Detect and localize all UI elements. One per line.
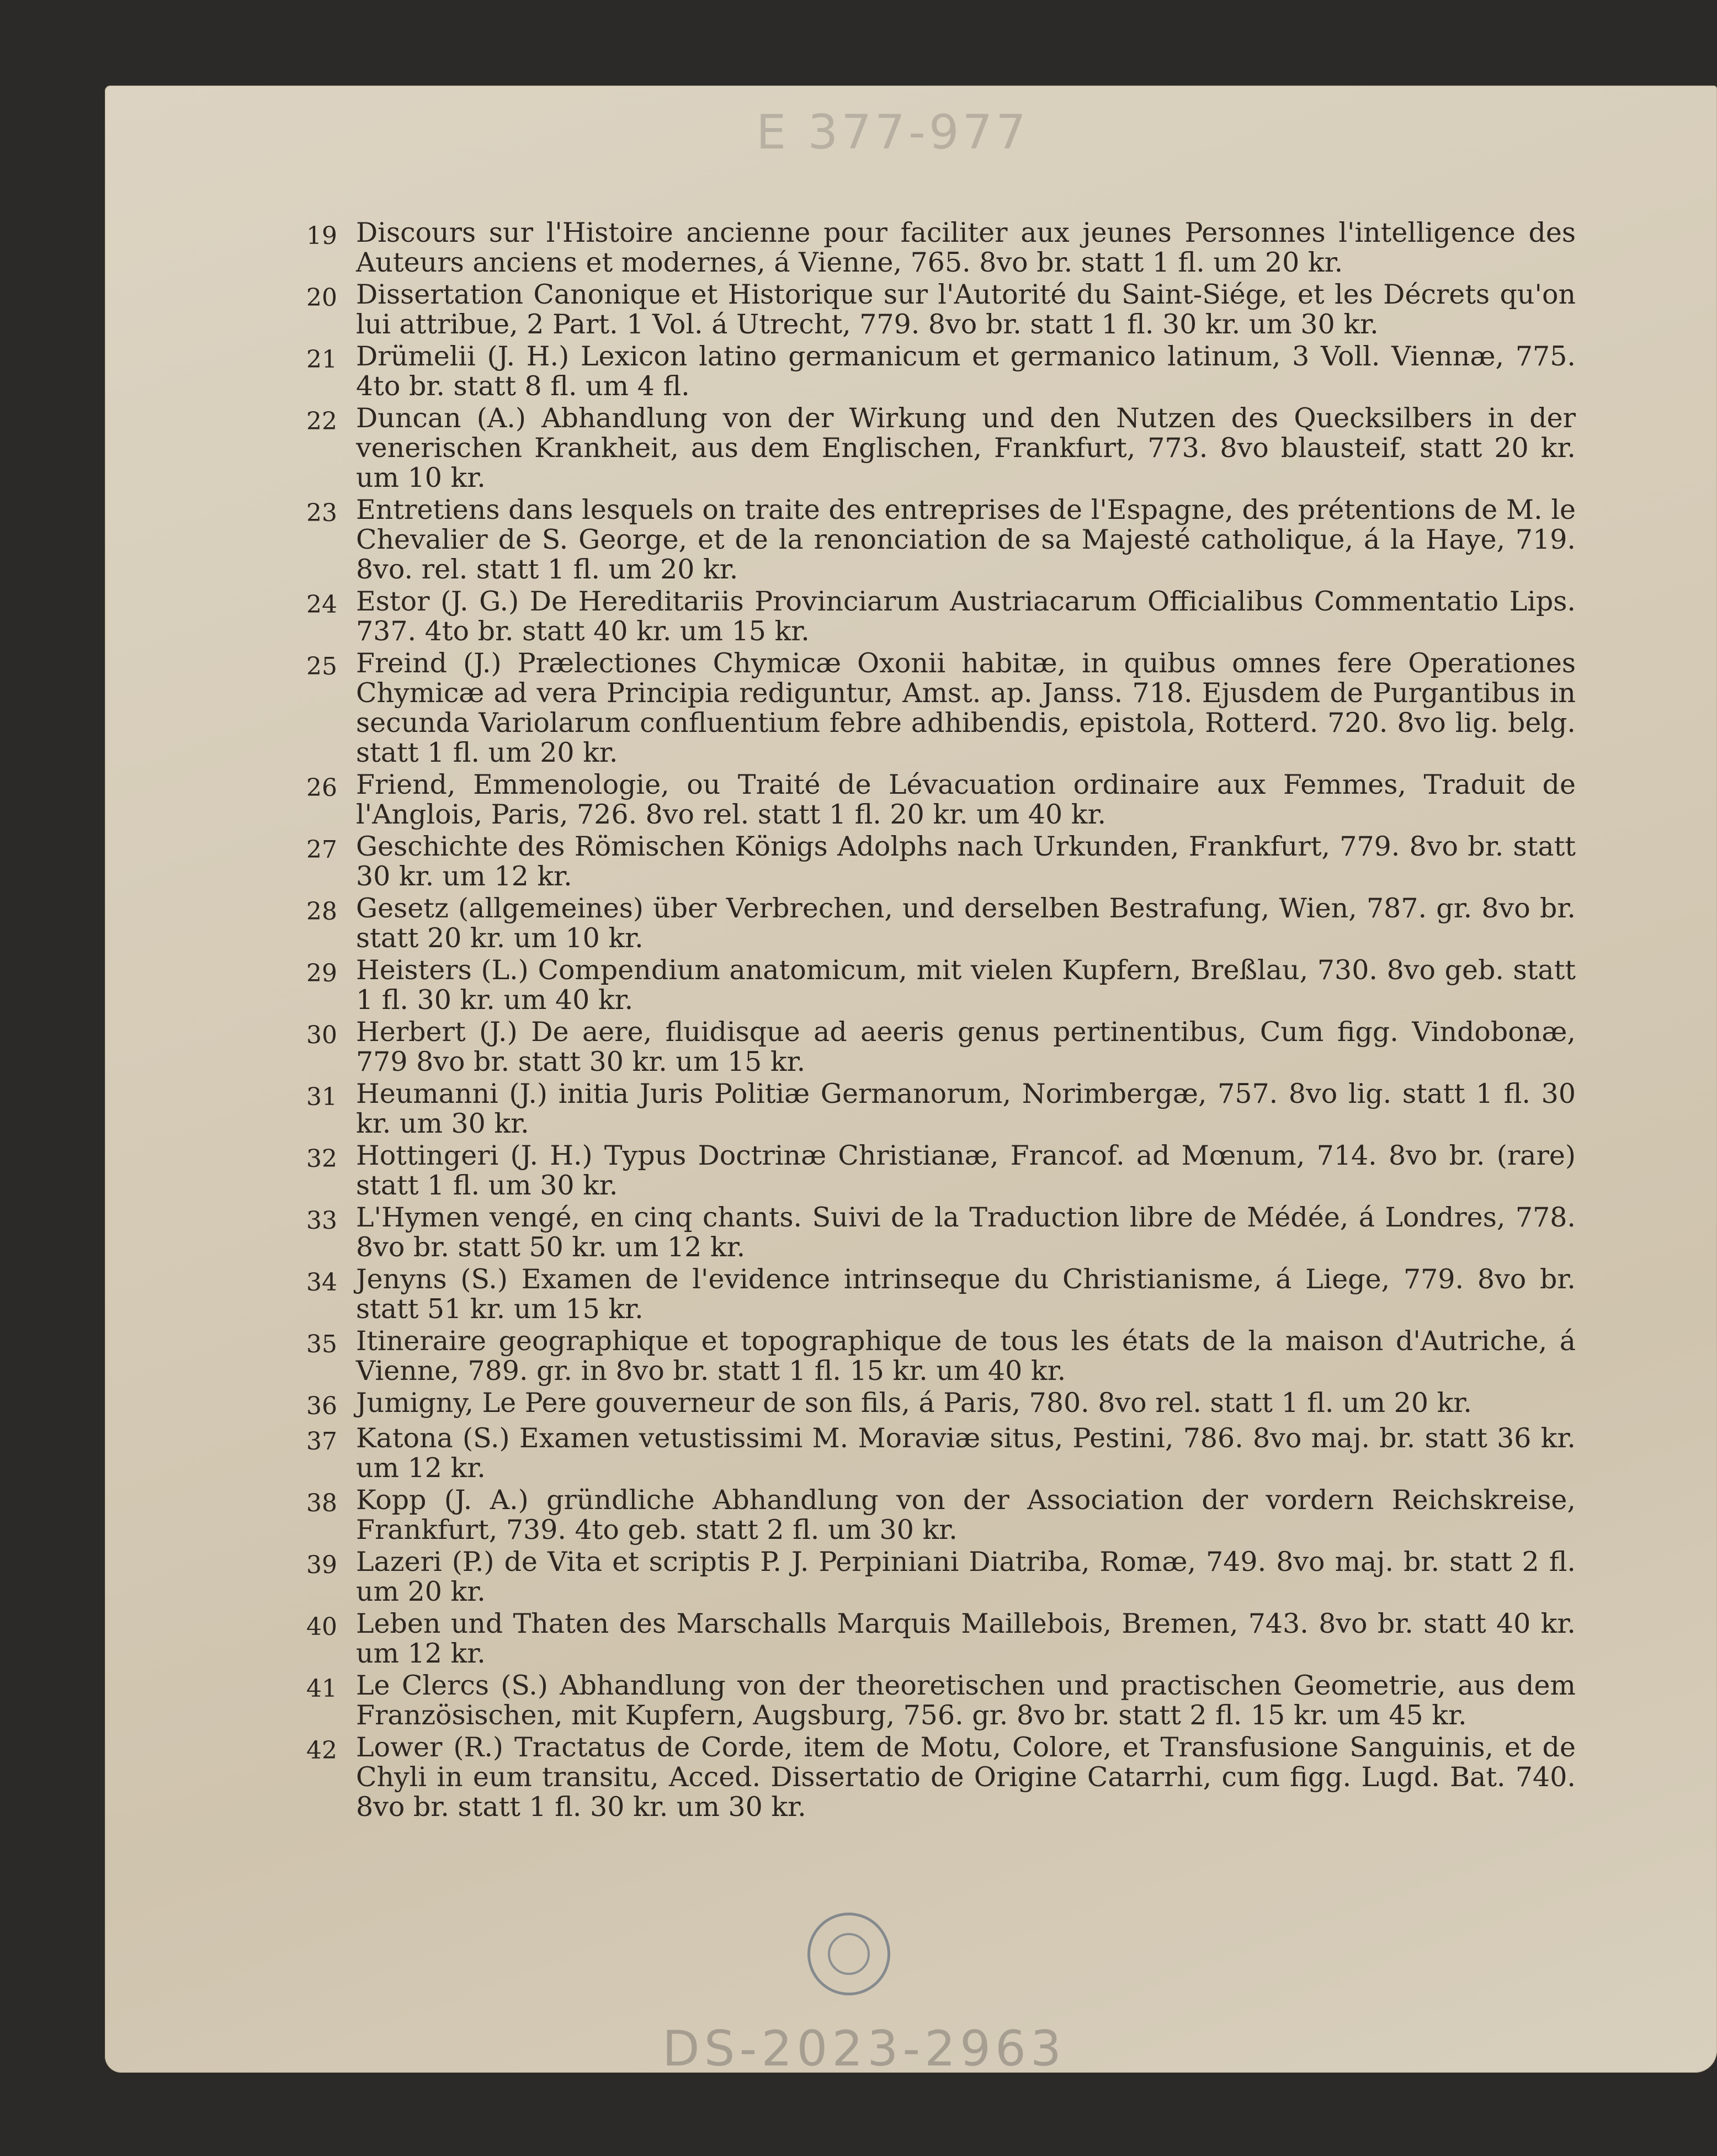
entry-text: Herbert (J.) De aere, fluidisque ad aeeris genus pertinentibus, Cum figg. Vindobonæ, 779 8vo br. statt 30 kr. um 15 kr.	[356, 1016, 1576, 1077]
catalogue-entry	[306, 1424, 1576, 1483]
catalogue-entry	[306, 1609, 1576, 1669]
catalogue-entry	[306, 1388, 1576, 1421]
pencil-note: E 377-977	[756, 105, 1030, 160]
entry-number: 33	[306, 1207, 337, 1235]
catalogue-entry	[306, 403, 1576, 493]
entry-text: Hottingeri (J. H.) Typus Doctrinæ Christianæ, Francof. ad Mœnum, 714. 8vo br. (rare) statt 1 fl. um 30 kr.	[356, 1140, 1576, 1201]
catalogue-entry	[306, 280, 1576, 339]
stamp-inner-ring	[828, 1933, 870, 1975]
entry-number: 19	[306, 222, 337, 250]
catalogue-entry	[306, 218, 1576, 278]
entry-text: Duncan (A.) Abhandlung von der Wirkung und den Nutzen des Quecksilbers in der venerischen Krankheit, aus dem Englischen, Frankfurt, 773. 8vo blausteif, statt 20 kr. um 10 kr.	[356, 402, 1576, 493]
entry-text: Drümelii (J. H.) Lexicon latino germanicum et germanico latinum, 3 Voll. Viennæ, 775. 4to br. statt 8 fl. um 4 fl.	[356, 341, 1576, 402]
entry-number: 30	[306, 1021, 337, 1049]
catalogue-entry	[306, 1733, 1576, 1822]
entry-text: Geschichte des Römischen Königs Adolphs nach Urkunden, Frankfurt, 779. 8vo br. statt 30 kr. um 12 kr.	[356, 831, 1576, 892]
entry-text: Le Clercs (S.) Abhandlung von der theoretischen und practischen Geometrie, aus dem Französischen, mit Kupfern, Augsburg, 756. gr. 8vo br. statt 2 fl. 15 kr. um 45 kr.	[356, 1670, 1576, 1731]
entry-text: Leben und Thaten des Marschalls Marquis Maillebois, Bremen, 743. 8vo br. statt 40 kr. um 12 kr.	[356, 1608, 1576, 1669]
entry-text: Dissertation Canonique et Historique sur l'Autorité du Saint-Siége, et les Décrets qu'on lui attribue, 2 Part. 1 Vol. á Utrecht, 779. 8vo br. statt 1 fl. 30 kr. um 30 kr.	[356, 279, 1576, 340]
entry-text: Jenyns (S.) Examen de l'evidence intrinseque du Christianisme, á Liege, 779. 8vo br. statt 51 kr. um 15 kr.	[356, 1263, 1576, 1325]
entry-text: Heumanni (J.) initia Juris Politiæ Germanorum, Norimbergæ, 757. 8vo lig. statt 1 fl. 30 kr. um 30 kr.	[356, 1078, 1576, 1139]
entry-number: 26	[306, 774, 337, 802]
entry-number: 36	[306, 1392, 337, 1420]
catalogue-entry	[306, 832, 1576, 891]
catalogue-entry	[306, 1079, 1576, 1139]
entry-number: 41	[306, 1675, 337, 1703]
shelfmark: DS-2023-2963	[662, 2020, 1066, 2077]
entry-number: 22	[306, 407, 337, 436]
catalogue-entry	[306, 894, 1576, 953]
entry-number: 20	[306, 284, 337, 312]
entry-text: Katona (S.) Examen vetustissimi M. Moraviæ situs, Pestini, 786. 8vo maj. br. statt 36 kr. um 12 kr.	[356, 1422, 1576, 1484]
catalogue-entry	[306, 770, 1576, 830]
entry-number: 34	[306, 1268, 337, 1297]
entry-text: Estor (J. G.) De Hereditariis Provinciarum Austriacarum Officialibus Commentatio Lips. 737. 4to br. statt 40 kr. um 15 kr.	[356, 586, 1576, 647]
entry-number: 27	[306, 836, 337, 864]
entry-text: Entretiens dans lesquels on traite des entreprises de l'Espagne, des prétentions de M. le Chevalier de S. George, et de la renonciation de sa Majesté catholique, á la Haye, 719. 8vo. rel. statt 1 fl. um 20 kr.	[356, 494, 1576, 585]
catalogue-entry	[306, 1671, 1576, 1730]
catalogue-entry	[306, 1485, 1576, 1545]
library-stamp	[807, 1913, 890, 1995]
entry-number: 32	[306, 1145, 337, 1173]
entry-number: 23	[306, 499, 337, 527]
entry-text: Friend, Emmenologie, ou Traité de Lévacuation ordinaire aux Femmes, Traduit de l'Anglois, Paris, 726. 8vo rel. statt 1 fl. 20 kr. um 40 kr.	[356, 769, 1576, 830]
entry-number: 29	[306, 959, 337, 987]
catalogue-entry	[306, 495, 1576, 585]
entry-text: Lower (R.) Tractatus de Corde, item de Motu, Colore, et Transfusione Sanguinis, et de Chyli in eum transitu, Acced. Dissertatio de Origine Catarrhi, cum figg. Lugd. Bat. 740. 8vo br. statt 1 fl. 30 kr. um 30 kr.	[356, 1732, 1576, 1823]
catalogue-list	[306, 218, 1576, 1824]
entry-number: 28	[306, 898, 337, 926]
catalogue-entry	[306, 1017, 1576, 1077]
entry-number: 31	[306, 1083, 337, 1111]
entry-number: 38	[306, 1489, 337, 1517]
catalogue-entry	[306, 955, 1576, 1015]
entry-text: Kopp (J. A.) gründliche Abhandlung von der Association der vordern Reichskreise, Frankfurt, 739. 4to geb. statt 2 fl. um 30 kr.	[356, 1484, 1576, 1546]
entry-text: Gesetz (allgemeines) über Verbrechen, und derselben Bestrafung, Wien, 787. gr. 8vo br. statt 20 kr. um 10 kr.	[356, 893, 1576, 954]
entry-text: Itineraire geographique et topographique de tous les états de la maison d'Autriche, á Vienne, 789. gr. in 8vo br. statt 1 fl. 15 kr. um 40 kr.	[356, 1325, 1576, 1387]
catalogue-entry	[306, 1265, 1576, 1324]
entry-number: 39	[306, 1551, 337, 1579]
entry-number: 37	[306, 1427, 337, 1456]
entry-number: 40	[306, 1613, 337, 1641]
entry-number: 21	[306, 346, 337, 374]
entry-text: Lazeri (P.) de Vita et scriptis P. J. Perpiniani Diatriba, Romæ, 749. 8vo maj. br. statt 2 fl. um 20 kr.	[356, 1546, 1576, 1607]
entry-number: 42	[306, 1737, 337, 1765]
entry-number: 35	[306, 1330, 337, 1358]
entry-text: L'Hymen vengé, en cinq chants. Suivi de la Traduction libre de Médée, á Londres, 778. 8vo br. statt 50 kr. um 12 kr.	[356, 1202, 1576, 1263]
entry-text: Freind (J.) Prælectiones Chymicæ Oxonii habitæ, in quibus omnes fere Operationes Chymicæ ad vera Principia rediguntur, Amst. ap. Janss. 718. Ejusdem de Purgantibus in secunda Variolarum confluentium febre adhibendis, epistola, Rotterd. 720. 8vo lig. belg. statt 1 fl. um 20 kr.	[356, 647, 1576, 768]
catalogue-entry	[306, 587, 1576, 646]
entry-text: Jumigny, Le Pere gouverneur de son fils, á Paris, 780. 8vo rel. statt 1 fl. um 20 kr.	[356, 1387, 1472, 1419]
catalogue-entry	[306, 1141, 1576, 1201]
catalogue-entry	[306, 342, 1576, 401]
catalogue-entry	[306, 1326, 1576, 1386]
entry-text: Heisters (L.) Compendium anatomicum, mit vielen Kupfern, Breßlau, 730. 8vo geb. statt 1 fl. 30 kr. um 40 kr.	[356, 954, 1576, 1016]
entry-number: 25	[306, 652, 337, 681]
catalogue-entry	[306, 1203, 1576, 1262]
catalogue-entry	[306, 649, 1576, 768]
entry-number: 24	[306, 591, 337, 619]
catalogue-entry	[306, 1547, 1576, 1607]
entry-text: Discours sur l'Histoire ancienne pour faciliter aux jeunes Personnes l'intelligence des Auteurs anciens et modernes, á Vienne, 765. 8vo br. statt 1 fl. um 20 kr.	[356, 217, 1576, 278]
